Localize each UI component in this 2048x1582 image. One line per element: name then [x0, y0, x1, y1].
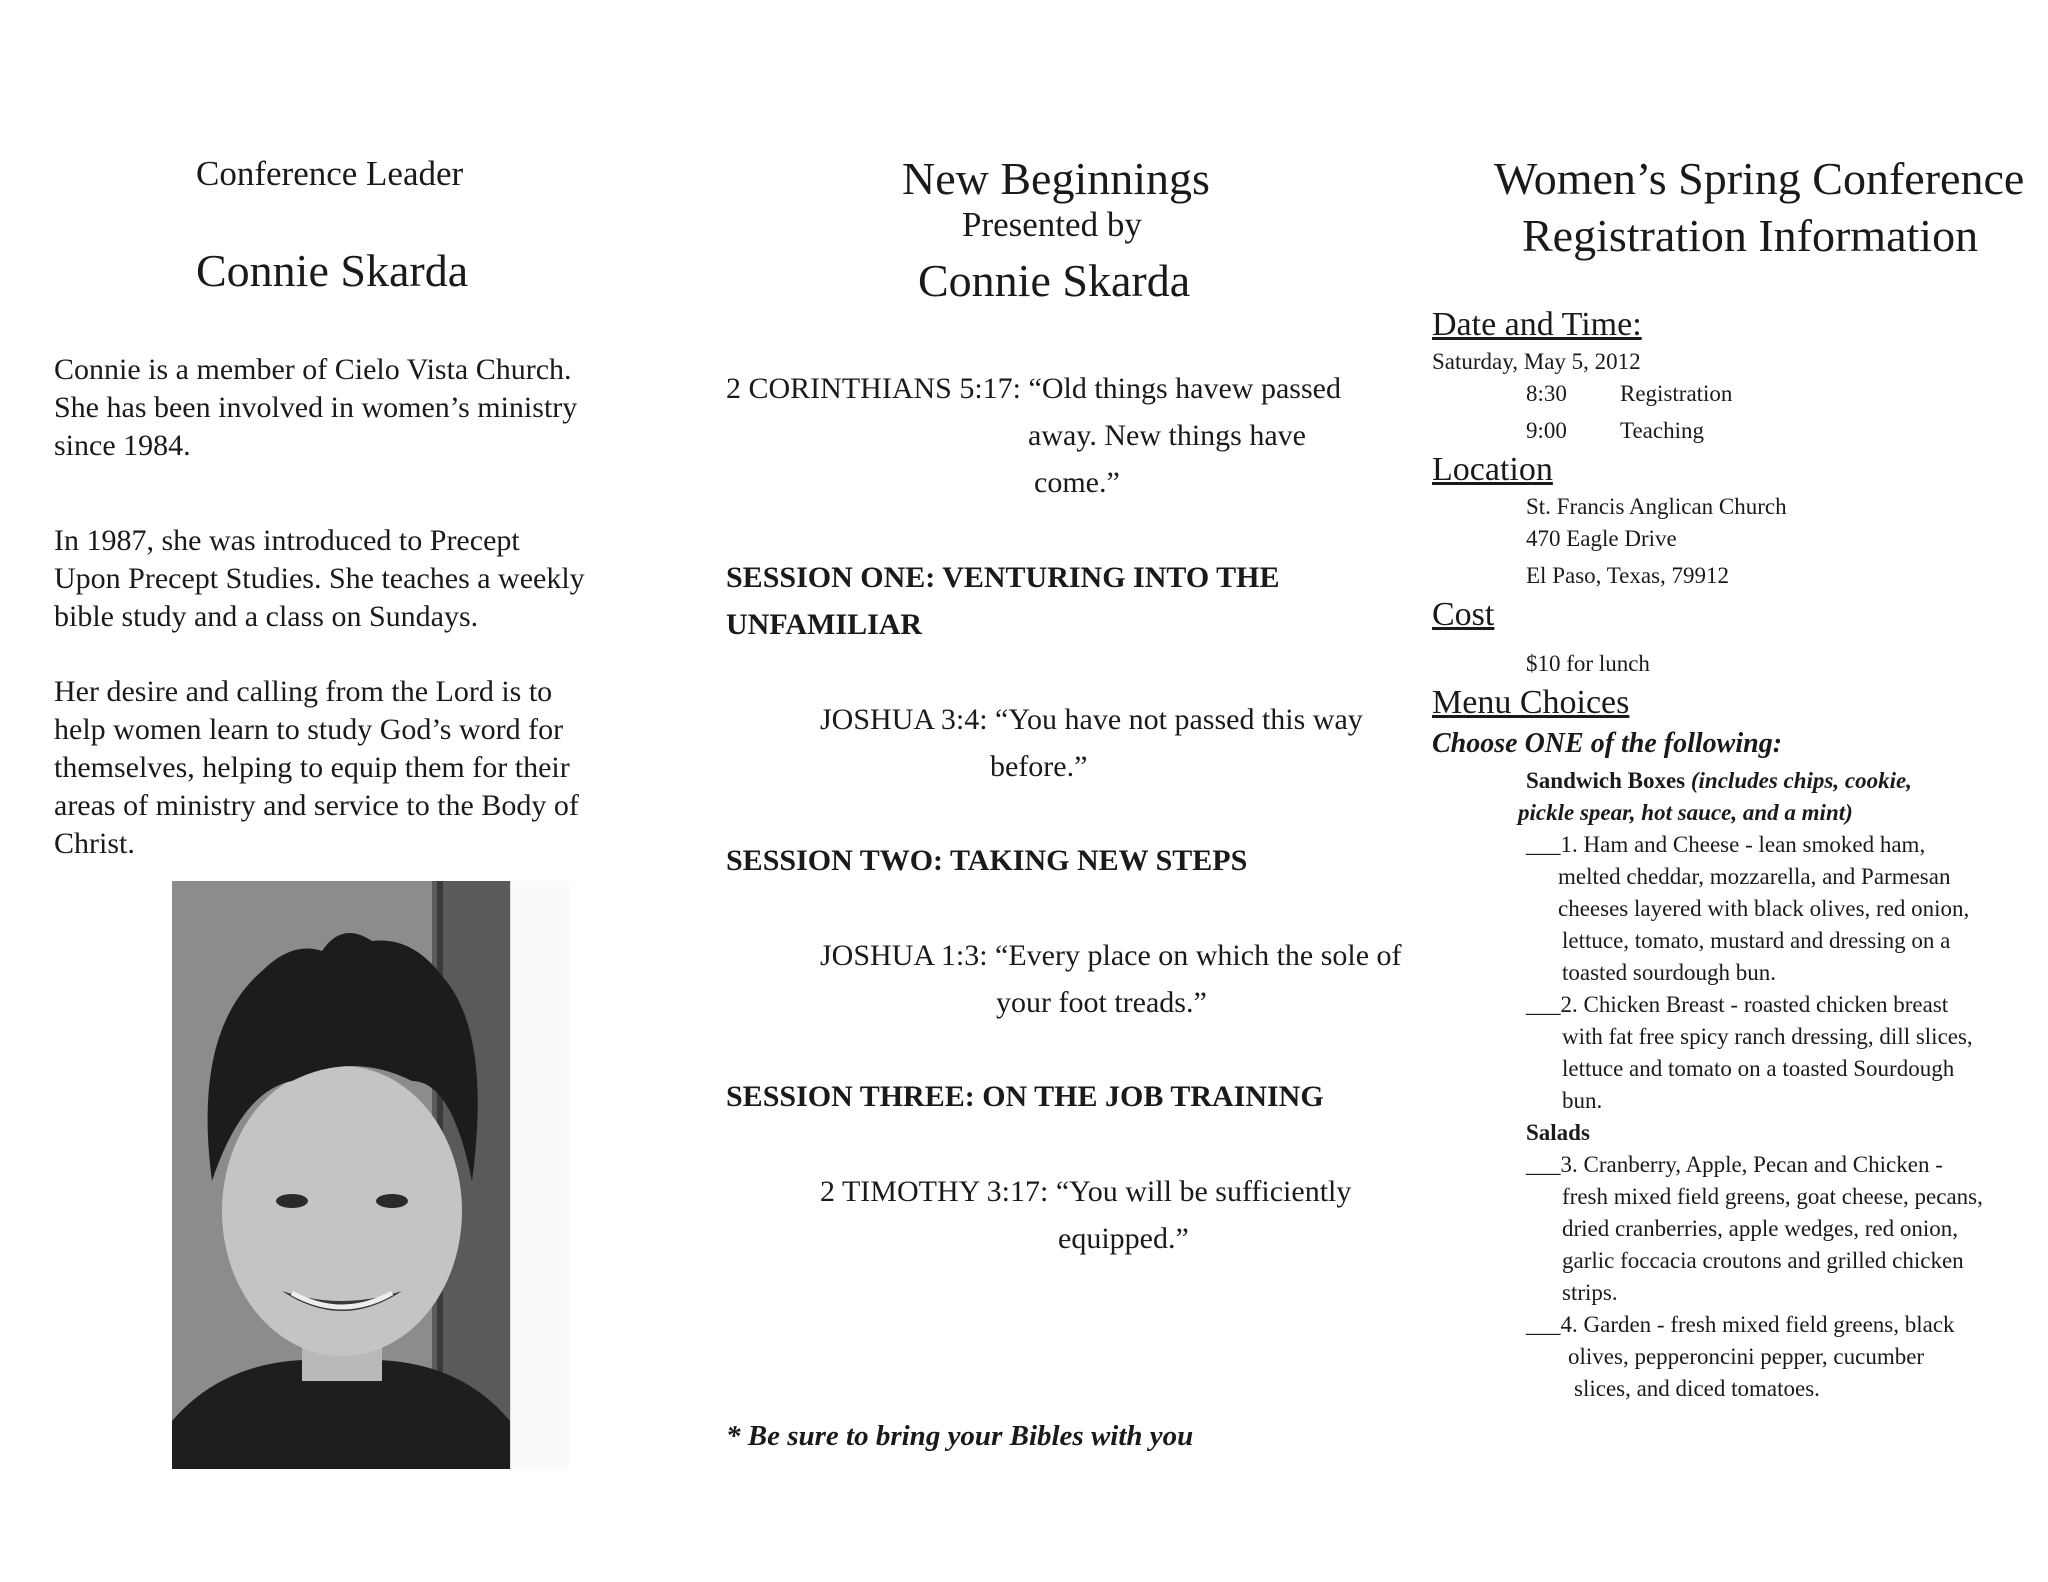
- salads-label: Salads: [1526, 1120, 1590, 1145]
- menu-item-3-line-4: garlic foccacia croutons and grilled chicken: [1562, 1248, 1964, 1273]
- bible-reminder-note: * Be sure to bring your Bibles with you: [726, 1420, 1194, 1452]
- menu-item-1-line-2: melted cheddar, mozzarella, and Parmesan: [1558, 864, 1951, 889]
- verse-joshua-3-line-1: JOSHUA 3:4: “You have not passed this way: [820, 703, 1363, 736]
- verse-timothy-line-2: equipped.”: [1058, 1222, 1189, 1255]
- session-one-title-line-1: SESSION ONE: VENTURING INTO THE: [726, 561, 1280, 594]
- menu-item-4-line-1: ___4. Garden - fresh mixed field greens, black: [1526, 1312, 1955, 1337]
- verse-joshua-3-line-2: before.”: [990, 750, 1088, 783]
- location-street: 470 Eagle Drive: [1526, 526, 1677, 551]
- photo-border: [510, 881, 569, 1469]
- date-time-heading: Date and Time:: [1432, 306, 1642, 343]
- verse-corinthians-line-3: come.”: [1034, 466, 1120, 499]
- menu-item-1-line-5: toasted sourdough bun.: [1562, 960, 1777, 985]
- menu-item-2-line-1: ___2. Chicken Breast - roasted chicken breast: [1526, 992, 1949, 1017]
- menu-item-3-line-1: ___3. Cranberry, Apple, Pecan and Chicken -: [1526, 1152, 1943, 1177]
- schedule-time-1: 8:30: [1526, 381, 1567, 406]
- choose-instruction: Choose ONE of the following:: [1432, 728, 1783, 759]
- verse-corinthians-line-2: away. New things have: [1028, 419, 1306, 452]
- schedule-event-1: Registration: [1620, 381, 1733, 406]
- menu-item-1-line-3: cheeses layered with black olives, red onion,: [1558, 896, 1970, 921]
- registration-title-line-2: Registration Information: [1522, 210, 1979, 261]
- menu-item-3-line-2: fresh mixed field greens, goat cheese, pecans,: [1562, 1184, 1983, 1209]
- verse-corinthians-line-1: 2 CORINTHIANS 5:17: “Old things havew passed: [726, 372, 1341, 405]
- leader-photo: [172, 881, 510, 1469]
- presented-by: Presented by: [962, 205, 1142, 244]
- sandwich-boxes-note: pickle spear, hot sauce, and a mint): [1518, 800, 1853, 825]
- portrait-illustration: [172, 881, 510, 1469]
- location-heading: Location: [1432, 451, 1553, 488]
- schedule-time-2: 9:00: [1526, 418, 1567, 443]
- menu-item-2-line-2: with fat free spicy ranch dressing, dill slices,: [1562, 1024, 1973, 1049]
- cost-value: $10 for lunch: [1526, 651, 1650, 676]
- menu-item-3-line-3: dried cranberries, apple wedges, red onion,: [1562, 1216, 1958, 1241]
- program-title: New Beginnings: [902, 153, 1210, 204]
- bio-paragraph-1: Connie is a member of Cielo Vista Church. She has been involved in women’s ministry since 1984.: [54, 353, 578, 462]
- registration-title-line-1: Women’s Spring Conference: [1494, 153, 2025, 204]
- verse-timothy-line-1: 2 TIMOTHY 3:17: “You will be sufficiently: [820, 1175, 1352, 1208]
- cost-heading: Cost: [1432, 596, 1495, 633]
- leader-name: Connie Skarda: [196, 245, 469, 296]
- presenter-name: Connie Skarda: [918, 255, 1191, 306]
- menu-item-2-line-3: lettuce and tomato on a toasted Sourdough: [1562, 1056, 1955, 1081]
- menu-item-1-line-1: ___1. Ham and Cheese - lean smoked ham,: [1526, 832, 1926, 857]
- bio-paragraph-2: In 1987, she was introduced to Precept Upon Precept Studies. She teaches a weekly bible study and a class on Sundays.: [54, 524, 585, 633]
- menu-item-3-line-5: strips.: [1562, 1280, 1618, 1305]
- session-two-title: SESSION TWO: TAKING NEW STEPS: [726, 844, 1248, 877]
- menu-heading: Menu Choices: [1432, 684, 1630, 721]
- menu-item-4-line-2: olives, pepperoncini pepper, cucumber: [1568, 1344, 1925, 1369]
- location-city: El Paso, Texas, 79912: [1526, 563, 1730, 588]
- sandwich-boxes-label: Sandwich Boxes (includes chips, cookie,: [1526, 768, 1912, 793]
- location-venue: St. Francis Anglican Church: [1526, 494, 1787, 519]
- schedule-event-2: Teaching: [1620, 418, 1704, 443]
- menu-item-1-line-4: lettuce, tomato, mustard and dressing on a: [1562, 928, 1951, 953]
- session-one-title-line-2: UNFAMILIAR: [726, 608, 923, 641]
- conference-leader-heading: Conference Leader: [196, 154, 464, 193]
- verse-joshua-1-line-2: your foot treads.”: [996, 986, 1207, 1019]
- bio-paragraph-3: Her desire and calling from the Lord is to help women learn to study God’s word for themselves, helping to equip them for their areas of ministry and service to the Body of Christ.: [54, 675, 579, 860]
- event-date: Saturday, May 5, 2012: [1432, 349, 1641, 374]
- session-three-title: SESSION THREE: ON THE JOB TRAINING: [726, 1080, 1324, 1113]
- menu-item-2-line-4: bun.: [1562, 1088, 1603, 1113]
- verse-joshua-1-line-1: JOSHUA 1:3: “Every place on which the sole of: [820, 939, 1402, 972]
- menu-item-4-line-3: slices, and diced tomatoes.: [1574, 1376, 1820, 1401]
